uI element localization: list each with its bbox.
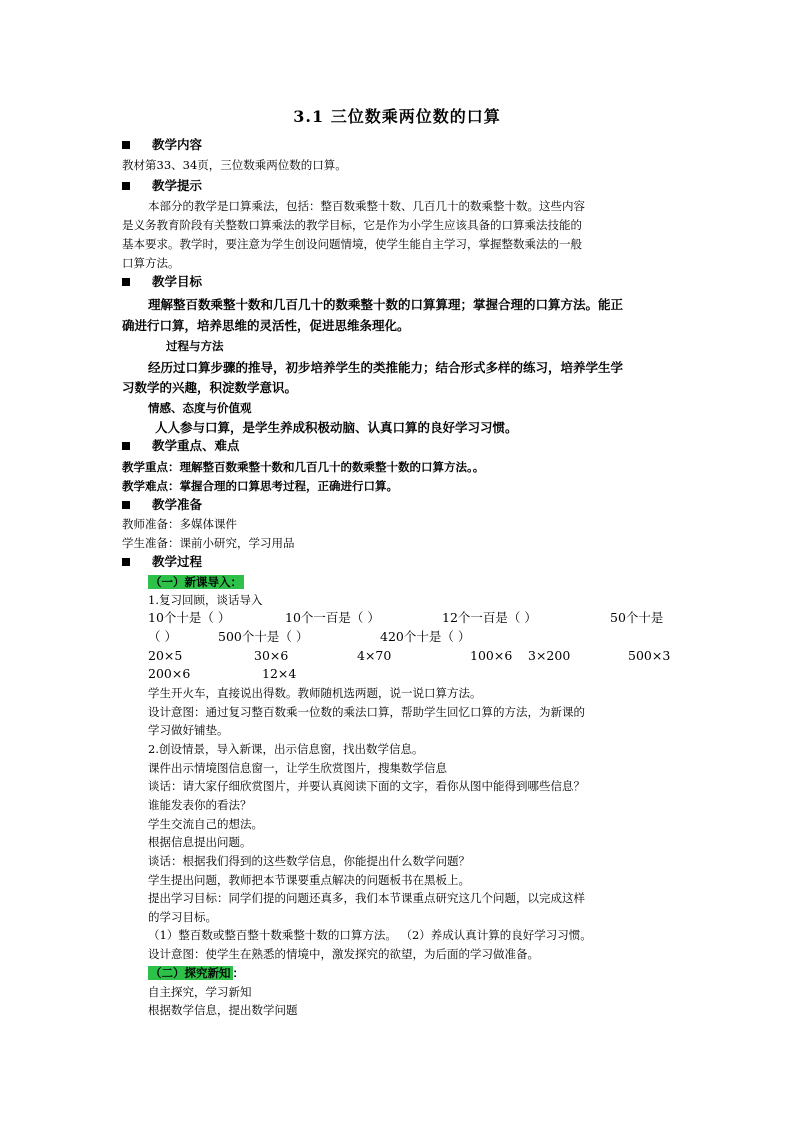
section-heading-content: 教学内容 — [122, 136, 202, 154]
process-line: 的学习目标。 — [148, 910, 217, 924]
goal-line: 习数学的兴趣，积淀数学意识。 — [122, 380, 298, 395]
process-line: 设计意图：通过复习整百数乘一位数的乘法口算，帮助学生回忆口算的方法，为新课的 — [148, 705, 585, 719]
goal-subheading: 过程与方法 — [166, 339, 224, 353]
tips-line: 是义务教育阶段有关整数口算乘法的教学目标，它是作为小学生应该具备的口算乘法技能的 — [122, 218, 582, 232]
goal-line: 确进行口算，培养思维的灵活性，促进思维条理化。 — [122, 318, 410, 333]
bullet-square-icon — [122, 278, 130, 286]
process-line: 课件出示情境图信息窗一，让学生欣赏图片，搜集数学信息 — [148, 761, 447, 775]
calc-item: 200×6 — [148, 666, 191, 681]
goal-subheading: 情感、态度与价值观 — [148, 401, 252, 415]
review-question: 10个十是（ ） — [148, 610, 231, 625]
review-question: （ ） — [148, 629, 177, 644]
tips-line: 基本要求。教学时，要注意为学生创设问题情境，使学生能自主学习，掌握整数乘法的一般 — [122, 237, 582, 251]
process-line: 学生开火车，直接说出得数。教师随机选两题，说一说口算方法。 — [148, 686, 482, 700]
calc-item: 12×4 — [262, 666, 297, 681]
stage-label-intro: （一）新课导入： — [150, 575, 242, 589]
goal-line: 理解整百数乘整十数和几百几十的数乘整十数的口算算理；掌握合理的口算方法。能正 — [148, 297, 624, 312]
bullet-square-icon — [122, 558, 130, 566]
process-line: 根据数学信息，提出数学问题 — [148, 1003, 298, 1017]
section-heading-prep: 教学准备 — [122, 496, 202, 514]
bullet-square-icon — [122, 182, 130, 190]
page-title: 3.1 三位数乘两位数的口算 — [293, 107, 501, 126]
process-line: 根据信息提出问题。 — [148, 835, 252, 849]
review-question: 50个十是 — [610, 610, 664, 625]
bullet-square-icon — [122, 141, 130, 149]
process-line: 提出学习目标：同学们提的问题还真多，我们本节课重点研究这几个问题，以完成这样 — [148, 891, 585, 905]
process-line: 自主探究，学习新知 — [148, 985, 252, 999]
section-heading-tips: 教学提示 — [122, 177, 202, 195]
bullet-square-icon — [122, 442, 130, 450]
tips-line: 本部分的教学是口算乘法，包括：整百数乘整十数、几百几十的数乘整十数。这些内容 — [148, 199, 585, 213]
section-heading-focus: 教学重点、难点 — [122, 437, 240, 455]
bullet-square-icon — [122, 501, 130, 509]
review-question: 420个十是（ ） — [380, 629, 471, 644]
section-heading-goals: 教学目标 — [122, 273, 202, 291]
process-line: 设计意图：使学生在熟悉的情境中，激发探究的欲望，为后面的学习做准备。 — [148, 947, 539, 961]
process-line: 学生提出问题，教师把本节课要重点解决的问题板书在黑板上。 — [148, 873, 470, 887]
stage-label-explore: （二）探究新知 ： — [150, 966, 244, 980]
focus-line: 教学重点：理解整百数乘整十数和几百几十的数乘整十数的口算方法。。 — [122, 460, 485, 474]
calc-item: 30×6 — [254, 648, 289, 663]
section-heading-process: 教学过程 — [122, 553, 202, 571]
calc-item: 4×70 — [357, 648, 392, 663]
process-line: 谈话：根据我们得到的这些数学信息，你能提出什么数学问题？ — [148, 854, 470, 868]
review-question: 10个一百是（ ） — [285, 610, 380, 625]
review-question: 500个十是（ ） — [218, 629, 309, 644]
review-question: 12个一百是（ ） — [442, 610, 537, 625]
focus-line: 教学难点：掌握合理的口算思考过程，正确进行口算。 — [122, 479, 398, 493]
process-line: 1.复习回顾，谈话导入 — [148, 593, 263, 607]
process-line: 2.创设情景，导入新课，出示信息窗，找出数学信息。 — [148, 742, 424, 756]
tips-line: 口算方法。 — [122, 256, 180, 270]
calc-item: 3×200 — [528, 648, 571, 663]
calc-item: 100×6 — [470, 648, 513, 663]
process-line: 学习做好铺垫。 — [148, 723, 229, 737]
goal-line: 经历过口算步骤的推导，初步培养学生的类推能力；结合形式多样的练习，培养学生学 — [148, 360, 624, 375]
calc-item: 20×5 — [148, 648, 183, 663]
content-line: 教材第33、34页，三位数乘两位数的口算。 — [122, 158, 347, 172]
process-line: 谁能发表你的看法？ — [148, 798, 252, 812]
prep-line: 学生准备：课前小研究，学习用品 — [122, 536, 295, 550]
calc-item: 500×3 — [628, 648, 671, 663]
process-line: 谈话：请大家仔细欣赏图片，并要认真阅读下面的文字，看你从图中能得到哪些信息？ — [148, 779, 585, 793]
process-line: （1）整百数或整百整十数乘整十数的口算方法。 （2）养成认真计算的良好学习习惯。 — [148, 928, 592, 942]
goal-line: 人人参与口算，是学生养成积极动脑、认真口算的良好学习习惯。 — [155, 420, 518, 435]
prep-line: 教师准备：多媒体课件 — [122, 517, 237, 531]
process-line: 学生交流自己的想法。 — [148, 817, 263, 831]
